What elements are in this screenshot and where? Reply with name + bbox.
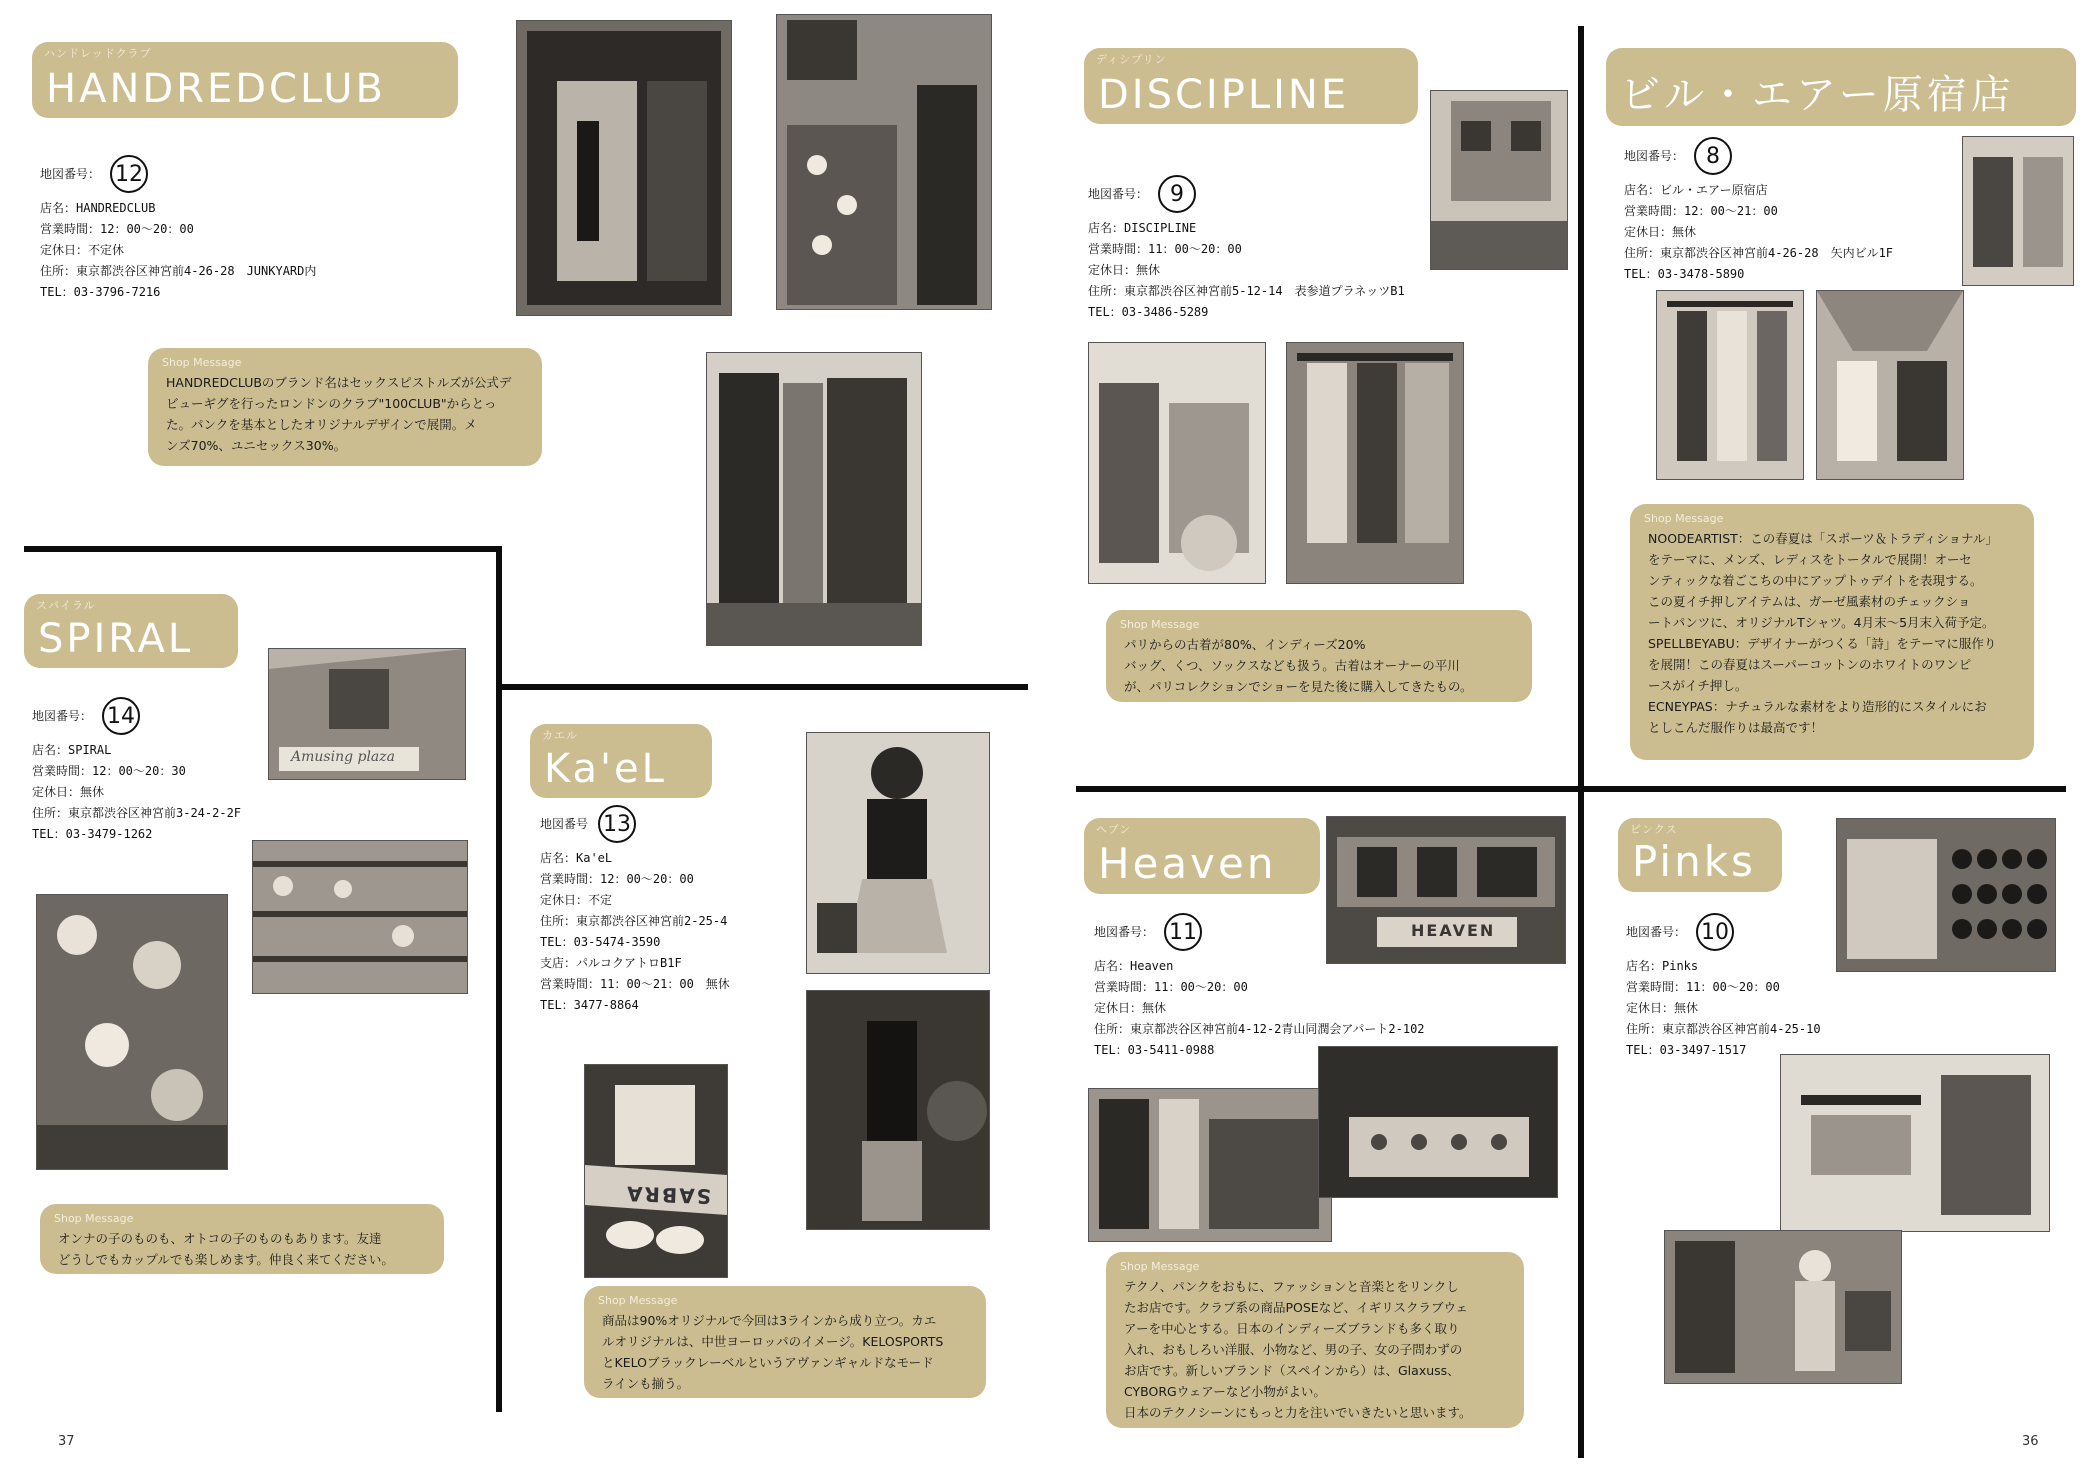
- info-line: 営業時間：11：00〜20：00: [1626, 980, 1780, 994]
- photo-kael-shoes: [584, 1064, 728, 1278]
- info-line: 定休日：無休: [1088, 263, 1161, 277]
- info-line: TEL：03-3497-1517: [1626, 1043, 1747, 1057]
- message-title: Shop Message: [1120, 1260, 1200, 1273]
- shop-info-heaven: [1094, 912, 1425, 1061]
- info-line: 営業時間：12：00〜21：00: [1624, 204, 1778, 218]
- photo-sign-text: SABRA: [624, 1181, 712, 1209]
- message-line: 商品は90%オリジナルで今回は3ラインから成り立つ。カエ: [602, 1313, 937, 1328]
- photo-spiral-toys: [36, 894, 228, 1170]
- info-line: 住所：東京都渋谷区神宮前4-25-10: [1626, 1022, 1821, 1036]
- shop-info-discipline: [1088, 174, 1405, 323]
- message-line: ラインも揃う。: [602, 1376, 690, 1391]
- info-line: TEL：03-3478-5890: [1624, 267, 1745, 281]
- photo-spiral-shelves: [252, 840, 468, 994]
- shop-info-kael: [540, 804, 730, 1016]
- divider-left-horizontal: [24, 546, 502, 552]
- info-line: TEL：3477-8864: [540, 998, 639, 1012]
- shop-info-handredclub: [40, 154, 316, 303]
- info-line: 営業時間：12：00〜20：00: [540, 872, 694, 886]
- message-line: 入れ、おもしろい洋服、小物など、男の子、女の子問わずの: [1124, 1342, 1463, 1357]
- map-label: 地図番号：: [1626, 924, 1687, 939]
- photo-bill-air-interior-2: [1816, 290, 1964, 480]
- info-line: 営業時間：11：00〜20：00: [1094, 980, 1248, 994]
- photo-handred-interior: [776, 14, 992, 310]
- shop-title: Heaven: [1098, 839, 1277, 888]
- photo-heaven-interior-1: [1088, 1088, 1332, 1242]
- info-line: 住所：東京都渋谷区神宮前4-26-28 JUNKYARD内: [40, 264, 317, 278]
- message-line: た。パンクを基本としたオリジナルデザインで展開。メ: [166, 417, 477, 432]
- photo-sign-text: Amusing plaza: [291, 749, 396, 765]
- message-line: をテーマに、メンズ、レディスをトータルで展開！オーセ: [1648, 552, 1972, 567]
- map-number-badge: 14: [102, 697, 140, 735]
- message-line: アーを中心とする。日本のインディーズブランドも多く取り: [1124, 1321, 1460, 1336]
- shop-message-handredclub: [148, 348, 542, 466]
- message-title: Shop Message: [1120, 618, 1200, 631]
- shop-title: Ka'eL: [544, 746, 667, 792]
- message-line: SPELLBEYABU：デザイナーがつくる「詩」をテーマに服作り: [1648, 636, 1997, 651]
- title-plate-bill-air: [1606, 48, 2076, 126]
- info-line: 店名：Ka'eL: [540, 851, 613, 865]
- divider-left-vertical: [496, 546, 502, 1412]
- message-line: とKELOブラックレーベルというアヴァンギャルドなモード: [602, 1355, 934, 1370]
- info-line: 店名：DISCIPLINE: [1088, 221, 1197, 235]
- message-line: この夏イチ押しアイテムは、ガーゼ風素材のチェックショ: [1648, 594, 1971, 609]
- message-line: どうしでもカップルでも楽しめます。仲良く来てください。: [58, 1252, 394, 1267]
- photo-pinks-interior-2: [1664, 1230, 1902, 1384]
- message-line: 日本のテクノシーンにもっと力を注いでいきたいと思います。: [1124, 1405, 1472, 1420]
- map-label: 地図番号：: [1088, 186, 1149, 201]
- shop-title: Pinks: [1632, 837, 1756, 886]
- message-line: テクノ、パンクをおもに、ファッションと音楽とをリンクし: [1124, 1279, 1459, 1294]
- message-line: としこんだ服作りは最高です！: [1648, 720, 1824, 735]
- message-line: パリからの古着が80%、インディーズ20%: [1124, 637, 1366, 652]
- message-line: ースがイチ押し。: [1648, 678, 1748, 693]
- message-line: ンティックな着ごこちの中にアップトゥデイトを表現する。: [1648, 573, 1983, 588]
- divider-left-mid-horizontal: [496, 684, 1028, 690]
- photo-kael-interior: [806, 990, 990, 1230]
- map-number-badge: 8: [1694, 137, 1732, 175]
- info-line: TEL：03-3796-7216: [40, 285, 161, 299]
- title-plate-handredclub: [32, 42, 458, 118]
- title-kana: カエル: [542, 729, 578, 742]
- message-line: お店です。新しいブランド（スペインから）は、Glaxuss、: [1124, 1363, 1460, 1378]
- message-line: オンナの子のものも、オトコの子のものもあります。友達: [58, 1231, 382, 1246]
- info-line: 住所：東京都渋谷区神宮前2-25-4: [540, 914, 728, 928]
- title-kana: ハンドレッドクラブ: [44, 47, 152, 60]
- photo-discipline-interior-2: [1286, 342, 1464, 584]
- info-line: 営業時間：12：00〜20：30: [32, 764, 186, 778]
- photo-pinks-interior-1: [1780, 1054, 2050, 1232]
- info-line: TEL：03-5474-3590: [540, 935, 661, 949]
- info-line: 住所：東京都渋谷区神宮前4-12-2青山同潤会アパート2-102: [1094, 1022, 1425, 1036]
- photo-kael-mannequin: [806, 732, 990, 974]
- message-line: ECNEYPAS：ナチュラルな素材をより造形的にスタイルにお: [1648, 699, 1987, 714]
- message-line: ートパンツに、オリジナルTシャツ。4月末〜5月末入荷予定。: [1648, 615, 1995, 630]
- info-line: TEL：03-3479-1262: [32, 827, 153, 841]
- info-line: 定休日：無休: [1094, 1001, 1167, 1015]
- photo-pinks-storefront: [1836, 818, 2056, 972]
- photo-heaven-interior-2: [1318, 1046, 1558, 1198]
- message-line: ビューギグを行ったロンドンのクラブ"100CLUB"からとっ: [166, 396, 497, 411]
- shop-info-pinks: [1626, 912, 1821, 1061]
- info-line: 住所：東京都渋谷区神宮前5-12-14 表参道プラネッツB1: [1088, 284, 1405, 298]
- title-kana: スパイラル: [36, 599, 96, 612]
- message-line: ルオリジナルは、中世ヨーロッパのイメージ。KELOSPORTS: [602, 1334, 944, 1349]
- map-number-badge: 12: [110, 155, 148, 193]
- map-label: 地図番号：: [1094, 924, 1155, 939]
- message-title: Shop Message: [1644, 512, 1724, 525]
- shop-message-kael: [584, 1286, 986, 1398]
- message-line: バッグ、くつ、ソックスなども扱う。古着はオーナーの平川: [1124, 658, 1460, 673]
- shop-title: DISCIPLINE: [1098, 72, 1350, 118]
- message-line: CYBORGウェアーなど小物がよい。: [1124, 1384, 1326, 1399]
- message-line: を展開！この春夏はスーパーコットンのホワイトのワンピ: [1648, 657, 1972, 672]
- map-label: 地図番号：: [1624, 148, 1685, 163]
- shop-title: HANDREDCLUB: [46, 66, 386, 112]
- photo-handred-storefront: [516, 20, 732, 316]
- page-number-left: 37: [58, 1434, 75, 1449]
- info-line: 定休日：不定: [540, 893, 613, 907]
- info-line: 店名：Pinks: [1626, 959, 1699, 973]
- info-line: TEL：03-3486-5289: [1088, 305, 1209, 319]
- photo-sign-text: HEAVEN: [1411, 921, 1496, 940]
- info-line: TEL：03-5411-0988: [1094, 1043, 1215, 1057]
- info-line: 営業時間：11：00〜20：00: [1088, 242, 1242, 256]
- photo-bill-air-interior-1: [1656, 290, 1804, 480]
- message-line: たお店です。クラブ系の商品POSEなど、イギリスクラブウェ: [1124, 1300, 1468, 1315]
- info-line: 住所：東京都渋谷区神宮前4-26-28 矢内ビル1F: [1624, 246, 1894, 260]
- shop-info-bill-air: [1624, 136, 1893, 285]
- title-plate-heaven: [1084, 818, 1320, 894]
- message-title: Shop Message: [598, 1294, 678, 1307]
- message-line: が、パリコレクションでショーを見た後に購入してきたもの。: [1124, 679, 1473, 694]
- shop-message-discipline: [1106, 610, 1532, 702]
- map-number-badge: 10: [1696, 913, 1734, 951]
- title-plate-pinks: [1618, 818, 1782, 892]
- photo-discipline-interior-1: [1088, 342, 1266, 584]
- page-number-right: 36: [2022, 1434, 2039, 1449]
- shop-title: SPIRAL: [38, 616, 194, 662]
- photo-handred-racks: [706, 352, 922, 646]
- photo-bill-air-storefront: [1962, 136, 2074, 286]
- message-title: Shop Message: [54, 1212, 134, 1225]
- shop-info-spiral: [32, 696, 241, 845]
- divider-right-vertical: [1578, 26, 1584, 1458]
- info-line: 店名：ビル・エアー原宿店: [1624, 183, 1768, 197]
- divider-right-horizontal: [1076, 786, 2066, 792]
- map-label: 地図番号：: [32, 708, 93, 723]
- title-kana: ヘブン: [1096, 823, 1132, 836]
- info-line: 店名：SPIRAL: [32, 743, 112, 757]
- message-line: HANDREDCLUBのブランド名はセックスピストルズが公式デ: [166, 375, 512, 390]
- photo-discipline-building: [1430, 90, 1568, 270]
- message-line: ンズ70%、ユニセックス30%。: [166, 438, 347, 453]
- info-line: 定休日：無休: [1626, 1001, 1699, 1015]
- title-plate-spiral: [24, 594, 238, 668]
- photo-spiral-building: [268, 648, 466, 780]
- map-number-badge: 13: [598, 805, 636, 843]
- map-label: 地図番号：: [40, 166, 101, 181]
- title-kana: ディシプリン: [1096, 53, 1167, 66]
- shop-message-heaven: [1106, 1252, 1524, 1428]
- map-number-badge: 11: [1164, 913, 1202, 951]
- info-line: 住所：東京都渋谷区神宮前3-24-2-2F: [32, 806, 242, 820]
- map-number-badge: 9: [1158, 175, 1196, 213]
- info-line: 店名：Heaven: [1094, 959, 1174, 973]
- info-line: 店名：HANDREDCLUB: [40, 201, 156, 215]
- shop-message-bill-air: [1630, 504, 2034, 760]
- message-line: NOODEARTIST：この春夏は「スポーツ＆トラディショナル」: [1648, 531, 1998, 546]
- title-plate-kael: [530, 724, 712, 798]
- map-label: 地図番号: [540, 816, 589, 831]
- info-line: 営業時間：11：00〜21：00 無休: [540, 977, 730, 991]
- title-plate-discipline: [1084, 48, 1418, 124]
- info-line: 営業時間：12：00〜20：00: [40, 222, 194, 236]
- title-kana: ピンクス: [1630, 823, 1678, 836]
- info-line: 定休日：無休: [32, 785, 105, 799]
- shop-message-spiral: [40, 1204, 444, 1274]
- info-line: 定休日：無休: [1624, 225, 1697, 239]
- info-line: 支店：パルコクアトロB1F: [540, 956, 682, 970]
- shop-title: ビル・エアー原宿店: [1620, 72, 2015, 118]
- info-line: 定休日：不定休: [40, 243, 125, 257]
- message-title: Shop Message: [162, 356, 242, 369]
